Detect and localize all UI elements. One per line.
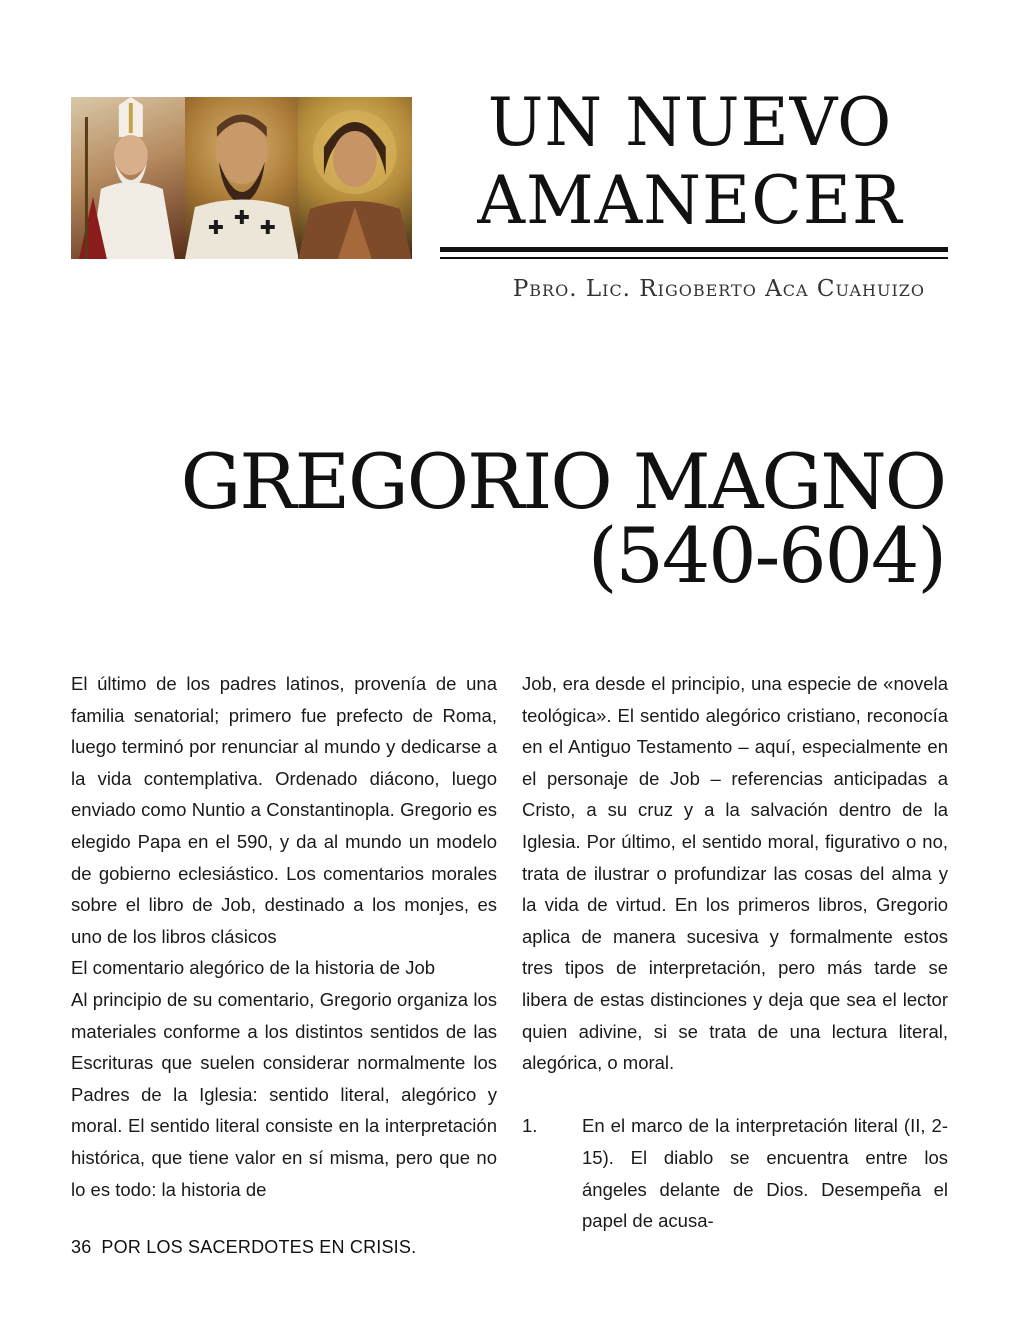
article-column-right — [522, 668, 948, 1237]
numbered-paragraph — [522, 1110, 948, 1236]
numbered-paragraph-text: En el marco de la interpretación literal (II, 2-15). El diablo se encuentra entre los ángeles delante de Dios. Desempeña el papel de acusa- — [582, 1115, 948, 1232]
article-column-left — [71, 668, 497, 1205]
list-number: 1. — [522, 1115, 538, 1137]
series-title-line1: UN NUEVO — [487, 84, 893, 161]
portrait-icon-bearded-saint-image — [185, 97, 299, 259]
portrait-icon-young-saint-image — [298, 97, 412, 259]
article-title-name: GREGORIO MAGNO — [180, 437, 945, 526]
body-paragraph: Job, era desde el principio, una especie de «novela teológica». El sentido alegórico cristiano, reconocía en el Antiguo Testamento – aquí, especialmente en el personaje de Job – referencias anticipadas a Cristo, a su cruz y a la salvación dentro de la Iglesia. Por último, el sentido moral, figurativo o no, trata de ilustrar o profundizar las cosas del alma y la vida de virtud. En los primeros libros, Gregorio aplica de manera sucesiva y formalmente estos tres tipos de interpretación, pero más tarde se libera de estas distinciones y deja que sea el lector quien adivine, si se trata de una lectura literal, alegórica, o moral. — [522, 673, 948, 1074]
portrait-bishop-image — [71, 97, 185, 259]
body-paragraph: Al principio de su comentario, Gregorio organiza los materiales conforme a los distintos sentidos de las Escrituras que suelen considerar normalmente los Padres de la Iglesia: sentido literal, alegórico y moral. El sentido literal consiste en la interpretación histórica, que tiene valor en sí misma, pero que no lo es todo: la historia de — [71, 988, 497, 1200]
series-title — [440, 84, 940, 240]
series-title-line2: AMANECER — [477, 162, 903, 239]
article-title-dates: (540-604) — [587, 511, 945, 600]
header-rule-thin — [440, 257, 948, 259]
header-rule-thick — [440, 247, 948, 252]
author-byline: Pbro. Lic. Rigoberto Aca Cuahuizo — [512, 276, 925, 302]
body-paragraph: El último de los padres latinos, provenía de una familia senatorial; primero fue prefecto de Roma, luego terminó por renunciar al mundo y dedicarse a la vida contemplativa. Ordenado diácono, luego enviado como Nuntio a Constantinopla. Gregorio es elegido Papa en el 590, y da al mundo un modelo de gobierno eclesiástico. Los comentarios morales sobre el libro de Job, destinado a los monjes, es uno de los libros clásicos — [71, 673, 497, 947]
page-footer — [71, 1237, 416, 1258]
header-portraits-image — [71, 97, 412, 259]
article-title — [150, 437, 945, 600]
publication-name: POR LOS SACERDOTES EN CRISIS. — [101, 1237, 417, 1257]
section-subheading: El comentario alegórico de la historia de Job — [71, 957, 436, 979]
paragraph-spacer — [522, 1079, 948, 1111]
page-number: 36 — [71, 1237, 92, 1257]
